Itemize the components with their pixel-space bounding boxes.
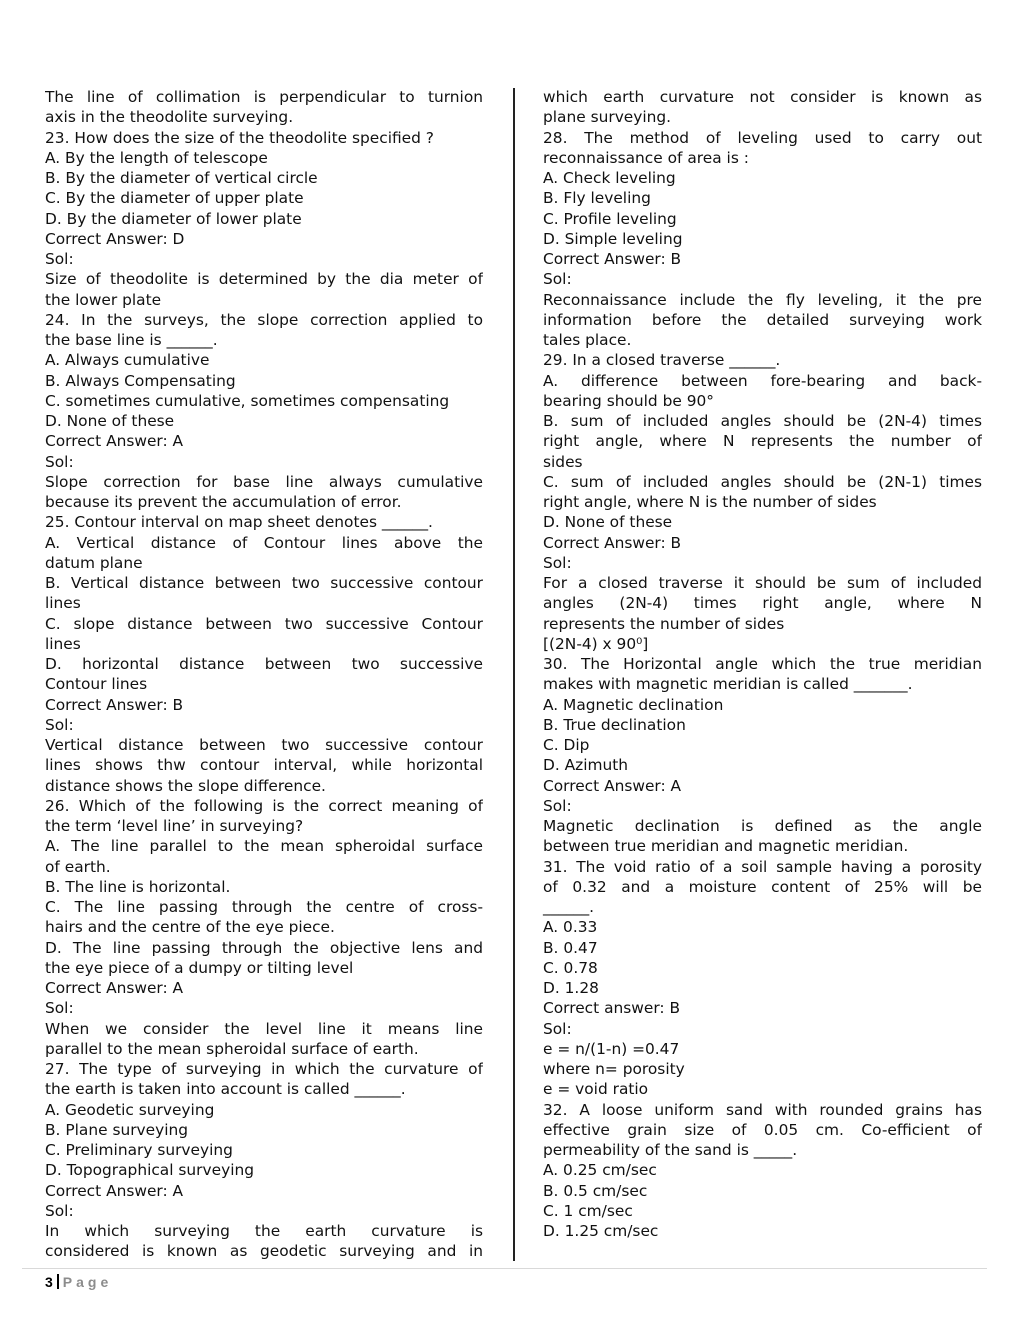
text-line: 28. The method of leveling used to carry out bbox=[543, 128, 982, 147]
text-line: A. Magnetic declination bbox=[543, 695, 724, 714]
text-line: In which surveying the earth curvature is bbox=[45, 1222, 483, 1240]
text-line: Reconnaissance include the fly leveling, it the pre bbox=[543, 290, 982, 309]
text-line: A. 0.33 bbox=[543, 918, 598, 937]
text-line: Correct Answer: B bbox=[543, 533, 682, 552]
text-line: D. None of these bbox=[45, 412, 175, 430]
text-line: D. Azimuth bbox=[543, 756, 629, 775]
text-line: 29. In a closed traverse ______. bbox=[543, 351, 781, 370]
text-line: angles (2N-4) times right angle, where N bbox=[543, 594, 982, 613]
text-line: the term ‘level line’ in surveying? bbox=[45, 817, 304, 835]
text-line: Sol: bbox=[543, 553, 572, 572]
text-line: lines bbox=[45, 594, 81, 613]
text-line: When we consider the level line it means line bbox=[45, 1019, 483, 1038]
text-line: Sol: bbox=[45, 250, 74, 268]
text-line: permeability of the sand is _____. bbox=[543, 1141, 798, 1159]
text-line: Sol: bbox=[45, 1201, 74, 1220]
text-line: Vertical distance between two successive contour bbox=[45, 736, 483, 754]
text-line: the lower plate bbox=[45, 290, 162, 309]
text-line: Size of theodolite is determined by the dia meter of bbox=[45, 270, 483, 289]
footer-rule bbox=[22, 1268, 987, 1269]
text-line: B. Fly leveling bbox=[543, 189, 651, 208]
text-line: C. 1 cm/sec bbox=[543, 1201, 633, 1220]
text-line: lines shows thw contour interval, while horizontal bbox=[45, 756, 483, 775]
text-line: 23. How does the size of the theodolite specified ? bbox=[45, 128, 434, 147]
text-line: C. slope distance between two successive Contour bbox=[45, 614, 483, 633]
text-line: C. Preliminary surveying bbox=[45, 1141, 233, 1159]
text-line: sides bbox=[543, 452, 583, 471]
right-column bbox=[543, 87, 982, 1241]
text-line: 27. The type of surveying in which the curvature of bbox=[45, 1060, 483, 1078]
text-line: plane surveying. bbox=[543, 108, 672, 127]
text-line: D. Topographical surveying bbox=[45, 1161, 254, 1180]
text-line: parallel to the mean spheroidal surface of earth. bbox=[45, 1039, 419, 1058]
text-line: information before the detailed surveying work bbox=[543, 310, 982, 329]
text-line: C. sum of included angles should be (2N-1) times bbox=[543, 472, 982, 491]
text-line: 26. Which of the following is the correct meaning of bbox=[45, 796, 483, 815]
text-line: datum plane bbox=[45, 553, 143, 572]
text-line: Correct answer: B bbox=[543, 999, 681, 1018]
text-line: Correct Answer: A bbox=[45, 979, 184, 997]
text-line: B. Vertical distance between two successive contour bbox=[45, 574, 483, 592]
text-line: which earth curvature not consider is known as bbox=[543, 88, 982, 106]
text-line: 25. Contour interval on map sheet denotes ______. bbox=[45, 513, 433, 532]
text-line: of 0.32 and a moisture content of 25% will be bbox=[543, 877, 982, 896]
text-line: A. Check leveling bbox=[543, 169, 676, 187]
column-divider bbox=[513, 88, 515, 1261]
text-line: Sol: bbox=[45, 715, 74, 734]
text-line: 32. A loose uniform sand with rounded grains has bbox=[543, 1100, 982, 1119]
text-line: considered is known as geodetic surveying and in bbox=[45, 1242, 483, 1261]
text-line: Correct Answer: A bbox=[45, 1181, 184, 1200]
text-line: A. The line parallel to the mean spheroidal surface bbox=[45, 837, 483, 856]
text-line: lines bbox=[45, 634, 81, 653]
text-line: D. None of these bbox=[543, 513, 673, 532]
footer-separator bbox=[57, 1274, 59, 1289]
text-line: A. 0.25 cm/sec bbox=[543, 1161, 657, 1180]
text-line: [(2N-4) x 90⁰] bbox=[543, 634, 649, 653]
text-line: D. horizontal distance between two successive bbox=[45, 655, 483, 673]
text-line: Contour lines bbox=[45, 675, 148, 694]
text-line: Magnetic declination is defined as the angle bbox=[543, 817, 982, 835]
page-label: Page bbox=[62, 1274, 113, 1290]
text-line: A. Always cumulative bbox=[45, 351, 210, 370]
text-line: A. By the length of telescope bbox=[45, 148, 268, 167]
text-line: A. Geodetic surveying bbox=[45, 1100, 215, 1119]
text-line: makes with magnetic meridian is called _______. bbox=[543, 675, 913, 694]
text-line: Sol: bbox=[543, 270, 572, 289]
text-line: For a closed traverse it should be sum of included bbox=[543, 574, 982, 592]
text-line: C. sometimes cumulative, sometimes compensating bbox=[45, 391, 450, 410]
text-line: effective grain size of 0.05 cm. Co-efficient of bbox=[543, 1120, 982, 1139]
text-line: e = void ratio bbox=[543, 1080, 649, 1099]
text-line: Correct Answer: D bbox=[45, 229, 185, 248]
text-line: Correct Answer: A bbox=[543, 776, 682, 795]
text-line: The line of collimation is perpendicular to turnion bbox=[45, 88, 483, 106]
text-line: Sol: bbox=[45, 452, 74, 471]
text-line: hairs and the centre of the eye piece. bbox=[45, 918, 335, 937]
text-line: of earth. bbox=[45, 857, 111, 876]
text-line: right angle, where N represents the number of bbox=[543, 432, 982, 451]
text-line: C. The line passing through the centre of cross- bbox=[45, 898, 483, 916]
text-line: D. Simple leveling bbox=[543, 229, 683, 248]
text-line: B. The line is horizontal. bbox=[45, 877, 231, 896]
text-line: axis in the theodolite surveying. bbox=[45, 108, 294, 127]
text-line: A. Vertical distance of Contour lines above the bbox=[45, 533, 483, 552]
text-line: tales place. bbox=[543, 331, 632, 349]
text-line: distance shows the slope difference. bbox=[45, 776, 326, 795]
text-line: between true meridian and magnetic meridian. bbox=[543, 837, 909, 856]
text-line: where n= porosity bbox=[543, 1060, 685, 1078]
text-line: Sol: bbox=[543, 796, 572, 815]
text-line: the earth is taken into account is called ______. bbox=[45, 1080, 406, 1099]
text-line: Correct Answer: B bbox=[45, 695, 184, 714]
text-line: B. 0.5 cm/sec bbox=[543, 1181, 648, 1200]
text-line: C. By the diameter of upper plate bbox=[45, 189, 304, 208]
text-line: C. 0.78 bbox=[543, 958, 598, 977]
text-line: B. Plane surveying bbox=[45, 1120, 189, 1139]
text-line: D. The line passing through the objective lens and bbox=[45, 938, 483, 957]
text-line: ______. bbox=[543, 898, 595, 916]
text-line: D. By the diameter of lower plate bbox=[45, 209, 302, 228]
text-line: the eye piece of a dumpy or tilting level bbox=[45, 958, 354, 977]
text-line: right angle, where N is the number of sides bbox=[543, 493, 877, 511]
text-line: e = n/(1-n) =0.47 bbox=[543, 1039, 680, 1058]
text-line: 30. The Horizontal angle which the true meridian bbox=[543, 655, 982, 673]
text-line: B. By the diameter of vertical circle bbox=[45, 169, 318, 187]
text-line: B. Always Compensating bbox=[45, 371, 236, 390]
text-line: represents the number of sides bbox=[543, 614, 785, 633]
text-line: D. 1.25 cm/sec bbox=[543, 1222, 659, 1240]
text-line: Correct Answer: A bbox=[45, 432, 184, 451]
text-line: the base line is ______. bbox=[45, 331, 218, 349]
text-line: A. difference between fore-bearing and back- bbox=[543, 371, 982, 390]
text-line: 31. The void ratio of a soil sample having a porosity bbox=[543, 857, 982, 876]
text-line: bearing should be 90° bbox=[543, 391, 714, 410]
text-line: Sol: bbox=[45, 999, 74, 1018]
text-line: Sol: bbox=[543, 1019, 572, 1038]
text-line: 24. In the surveys, the slope correction applied to bbox=[45, 310, 483, 329]
text-line: B. True declination bbox=[543, 715, 686, 734]
page-footer bbox=[45, 1274, 112, 1290]
text-line: Correct Answer: B bbox=[543, 250, 682, 268]
text-line: B. 0.47 bbox=[543, 938, 598, 957]
text-line: C. Dip bbox=[543, 736, 590, 754]
text-line: Slope correction for base line always cumulative bbox=[45, 472, 483, 491]
text-line: C. Profile leveling bbox=[543, 209, 677, 228]
page-number: 3 bbox=[45, 1274, 53, 1290]
left-column bbox=[45, 87, 483, 1262]
text-line: B. sum of included angles should be (2N-4) times bbox=[543, 412, 982, 430]
text-line: reconnaissance of area is : bbox=[543, 148, 749, 167]
text-line: because its prevent the accumulation of error. bbox=[45, 493, 402, 511]
text-line: D. 1.28 bbox=[543, 979, 599, 997]
